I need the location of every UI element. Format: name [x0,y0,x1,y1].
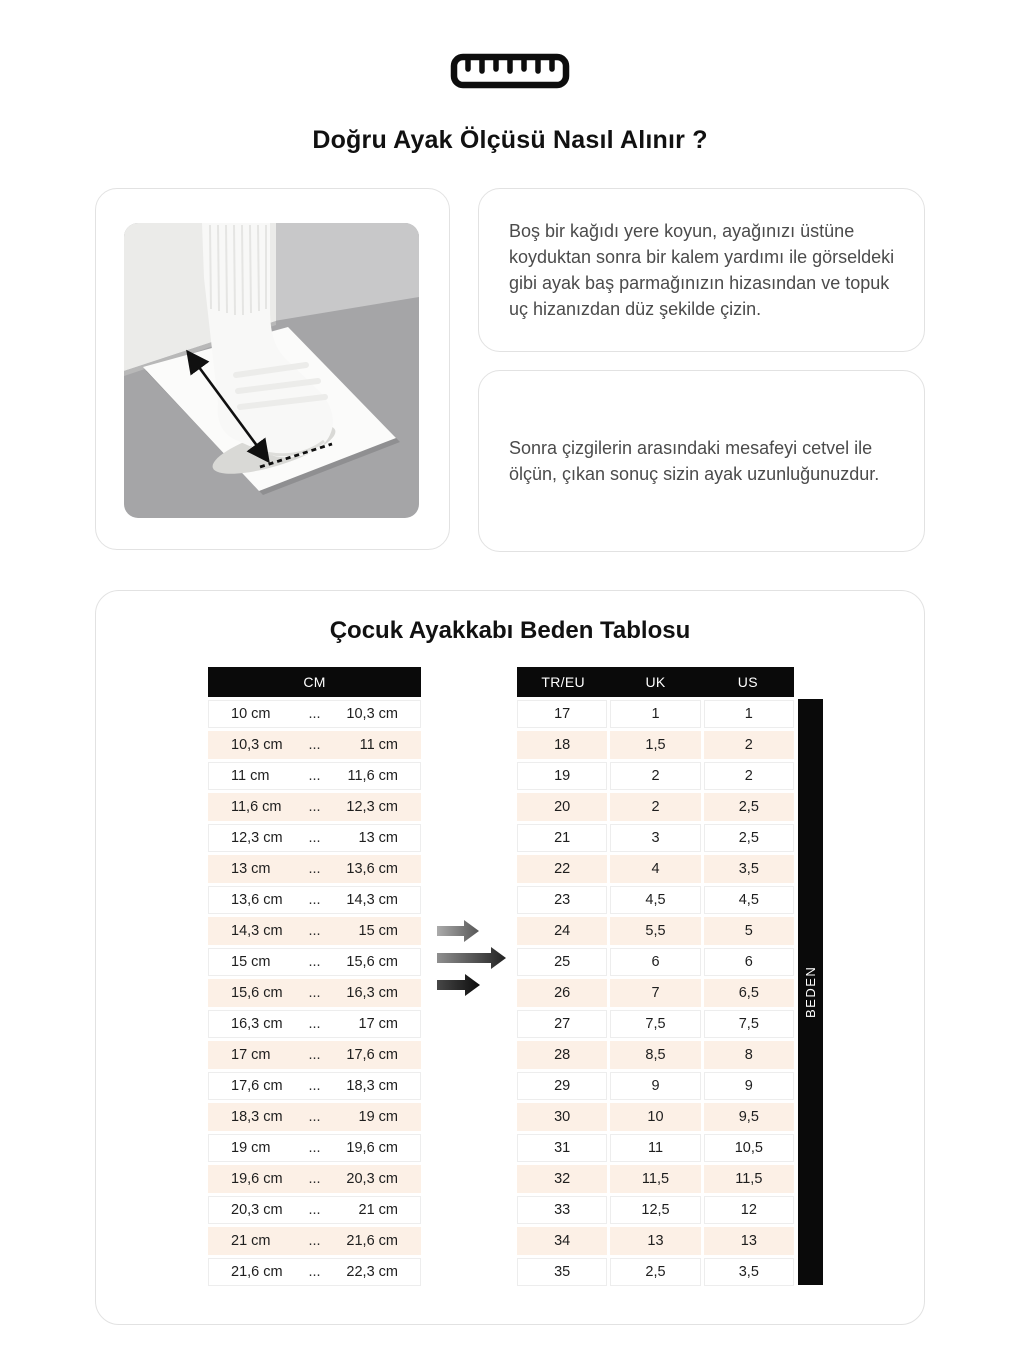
ruler-icon [0,53,1020,94]
cm-range-start: 21,6 cm [231,1264,283,1280]
conversion-arrows-icon [434,917,518,1006]
instruction-step-2-card [478,370,925,552]
cm-table-rows [208,700,421,1286]
cm-table-row [208,1134,421,1162]
range-separator: ... [308,892,321,908]
cm-table-row [208,1041,421,1069]
cm-range-end: 13 cm [358,830,398,846]
range-separator: ... [308,1078,321,1094]
header-tr-eu: TR/EU [541,674,585,690]
foot-measurement-illustration [124,223,419,518]
tr-eu-value: 23 [517,886,607,914]
us-value: 4,5 [704,886,794,914]
size-table-row [517,700,794,728]
cm-range-start: 15 cm [231,954,271,970]
cm-table-row [208,700,421,728]
instruction-step-1-text: Boş bir kağıdı yere koyun, ayağınızı üstüne koyduktan sonra bir kalem yardımı ile görseldeki gibi ayak baş parmağınızın hizasından ve topuk uç hizanızdan düz şekilde çizin. [509,221,895,319]
range-separator: ... [308,1109,321,1125]
us-value: 7,5 [704,1010,794,1038]
cm-table-row [208,762,421,790]
cm-range-start: 19,6 cm [231,1171,283,1187]
instruction-step-2-text: Sonra çizgilerin arasındaki mesafeyi cetvel ile ölçün, çıkan sonuç sizin ayak uzunluğunuzdur. [509,438,880,484]
uk-value: 11 [610,1134,700,1162]
us-value: 3,5 [704,1258,794,1286]
cm-table-row [208,886,421,914]
header-uk: UK [645,674,666,690]
us-value: 2 [704,762,794,790]
size-table-row [517,917,794,945]
cm-range-end: 10,3 cm [346,706,398,722]
uk-value: 7,5 [610,1010,700,1038]
uk-value: 1 [610,700,700,728]
us-value: 10,5 [704,1134,794,1162]
tr-eu-value: 33 [517,1196,607,1224]
range-separator: ... [308,1202,321,1218]
cm-table-row [208,1196,421,1224]
cm-range-start: 20,3 cm [231,1202,283,1218]
tr-eu-value: 30 [517,1103,607,1131]
uk-value: 2,5 [610,1258,700,1286]
cm-range-start: 16,3 cm [231,1016,283,1032]
size-table-row [517,731,794,759]
range-separator: ... [308,768,321,784]
cm-range-end: 22,3 cm [346,1264,398,1280]
uk-value: 11,5 [610,1165,700,1193]
size-table-row [517,1227,794,1255]
size-table-row [517,1072,794,1100]
size-table-row [517,855,794,883]
size-table-row [517,1165,794,1193]
uk-value: 9 [610,1072,700,1100]
tr-eu-value: 18 [517,731,607,759]
cm-table-row [208,1010,421,1038]
us-value: 2 [704,731,794,759]
cm-table-header: CM [208,667,421,697]
uk-value: 4 [610,855,700,883]
size-table-row [517,1258,794,1286]
size-table-row [517,979,794,1007]
page-title: Doğru Ayak Ölçüsü Nasıl Alınır ? [312,126,708,154]
cm-range-end: 11,6 cm [347,768,398,784]
us-value: 1 [704,700,794,728]
header-us: US [737,674,758,690]
beden-side-label: BEDEN [798,699,823,1285]
size-table-row [517,1103,794,1131]
size-table-rows [517,700,794,1286]
tr-eu-value: 34 [517,1227,607,1255]
cm-range-start: 19 cm [231,1140,271,1156]
range-separator: ... [308,737,321,753]
uk-value: 13 [610,1227,700,1255]
size-table-row [517,948,794,976]
range-separator: ... [308,706,321,722]
cm-range-end: 11 cm [359,737,398,753]
uk-value: 12,5 [610,1196,700,1224]
tr-eu-value: 21 [517,824,607,852]
cm-range-start: 12,3 cm [231,830,283,846]
uk-value: 6 [610,948,700,976]
cm-table-row [208,979,421,1007]
us-value: 2,5 [704,824,794,852]
size-table-row [517,824,794,852]
size-table-row [517,1010,794,1038]
cm-table-row [208,824,421,852]
tr-eu-value: 22 [517,855,607,883]
tr-eu-value: 29 [517,1072,607,1100]
cm-range-end: 15,6 cm [346,954,398,970]
range-separator: ... [308,830,321,846]
cm-range-start: 21 cm [231,1233,271,1249]
range-separator: ... [308,923,321,939]
uk-value: 7 [610,979,700,1007]
range-separator: ... [308,861,321,877]
tr-eu-value: 25 [517,948,607,976]
us-value: 6 [704,948,794,976]
cm-range-end: 19 cm [358,1109,398,1125]
cm-range-start: 17 cm [231,1047,271,1063]
cm-range-start: 13,6 cm [231,892,283,908]
us-value: 13 [704,1227,794,1255]
cm-range-end: 20,3 cm [346,1171,398,1187]
us-value: 11,5 [704,1165,794,1193]
cm-range-start: 11 cm [231,768,270,784]
size-table-row [517,1196,794,1224]
tr-eu-value: 28 [517,1041,607,1069]
tr-eu-value: 35 [517,1258,607,1286]
cm-range-start: 13 cm [231,861,271,877]
uk-value: 2 [610,762,700,790]
cm-range-end: 12,3 cm [346,799,398,815]
cm-range-end: 17,6 cm [346,1047,398,1063]
cm-table-row [208,1165,421,1193]
tr-eu-value: 19 [517,762,607,790]
size-table-header [517,667,794,697]
tr-eu-value: 26 [517,979,607,1007]
range-separator: ... [308,1171,321,1187]
cm-table-row [208,855,421,883]
cm-range-start: 10 cm [231,706,271,722]
cm-range-end: 17 cm [358,1016,398,1032]
cm-range-end: 19,6 cm [346,1140,398,1156]
size-table-row [517,762,794,790]
uk-value: 3 [610,824,700,852]
uk-value: 10 [610,1103,700,1131]
cm-range-start: 10,3 cm [231,737,283,753]
cm-table-row [208,948,421,976]
cm-range-start: 18,3 cm [231,1109,283,1125]
cm-range-start: 14,3 cm [231,923,283,939]
us-value: 5 [704,917,794,945]
cm-range-end: 14,3 cm [346,892,398,908]
us-value: 12 [704,1196,794,1224]
tr-eu-value: 20 [517,793,607,821]
us-value: 9,5 [704,1103,794,1131]
range-separator: ... [308,1140,321,1156]
tr-eu-value: 24 [517,917,607,945]
cm-range-end: 13,6 cm [346,861,398,877]
cm-table-row [208,1227,421,1255]
cm-range-end: 21,6 cm [346,1233,398,1249]
tr-eu-value: 32 [517,1165,607,1193]
size-conversion-table [517,667,794,1286]
range-separator: ... [308,1016,321,1032]
size-table-title: Çocuk Ayakkabı Beden Tablosu [329,617,691,644]
us-value: 6,5 [704,979,794,1007]
cm-table-row [208,1103,421,1131]
range-separator: ... [308,985,321,1001]
range-separator: ... [308,1264,321,1280]
us-value: 2,5 [704,793,794,821]
uk-value: 2 [610,793,700,821]
cm-table-row [208,793,421,821]
cm-table-row [208,731,421,759]
tr-eu-value: 27 [517,1010,607,1038]
cm-table-row [208,1258,421,1286]
size-table-row [517,1134,794,1162]
uk-value: 4,5 [610,886,700,914]
cm-table-row [208,1072,421,1100]
cm-table-row [208,917,421,945]
cm-range-end: 21 cm [358,1202,398,1218]
instruction-step-1-card [478,188,925,352]
cm-range-end: 18,3 cm [346,1078,398,1094]
size-table-row [517,886,794,914]
range-separator: ... [308,1047,321,1063]
us-value: 9 [704,1072,794,1100]
size-table-row [517,793,794,821]
size-table-row [517,1041,794,1069]
cm-range-end: 16,3 cm [346,985,398,1001]
us-value: 8 [704,1041,794,1069]
us-value: 3,5 [704,855,794,883]
size-table-card [95,590,925,1325]
cm-range-start: 15,6 cm [231,985,283,1001]
range-separator: ... [308,799,321,815]
uk-value: 8,5 [610,1041,700,1069]
tr-eu-value: 31 [517,1134,607,1162]
measurement-photo-card [95,188,450,550]
cm-range-end: 15 cm [358,923,398,939]
range-separator: ... [308,1233,321,1249]
cm-range-start: 11,6 cm [231,799,282,815]
cm-table [208,667,421,1286]
cm-range-start: 17,6 cm [231,1078,283,1094]
uk-value: 1,5 [610,731,700,759]
tr-eu-value: 17 [517,700,607,728]
uk-value: 5,5 [610,917,700,945]
range-separator: ... [308,954,321,970]
